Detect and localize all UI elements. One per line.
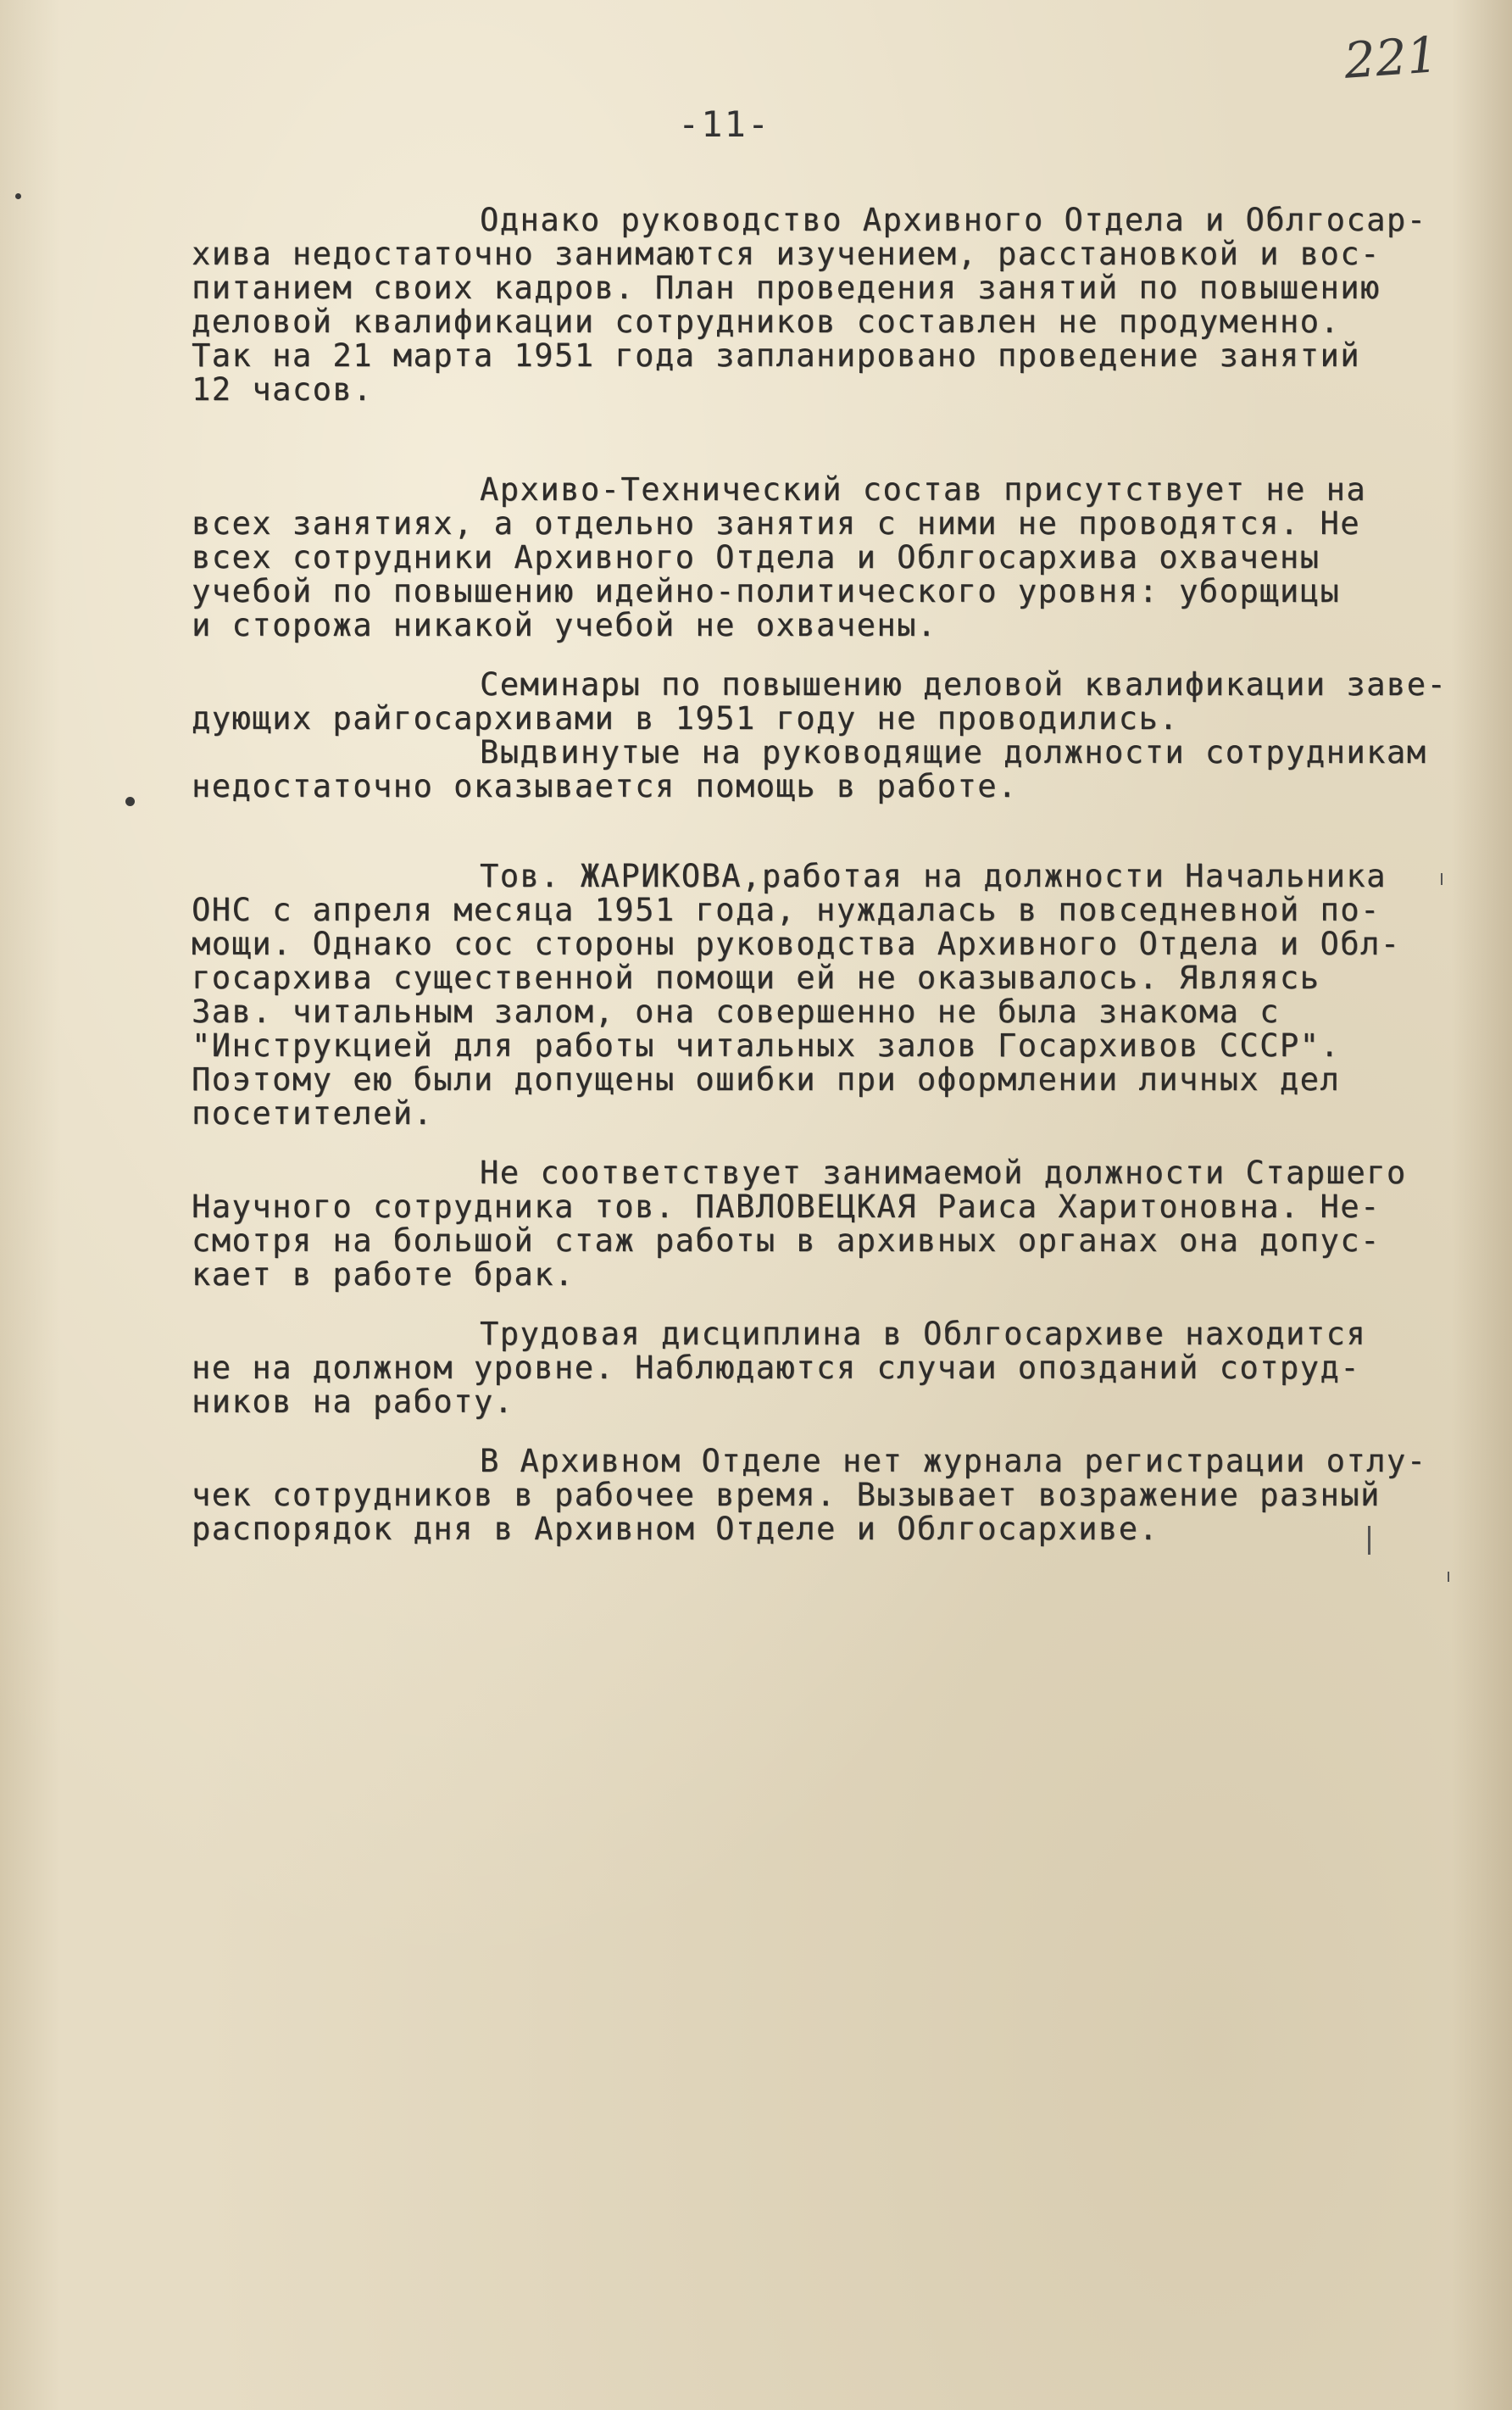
text-line: хива недостаточно занимаются изучением, расстановкой и вос- <box>192 236 1381 272</box>
text-line: Поэтому ею были допущены ошибки при оформлении личных дел <box>192 1061 1341 1098</box>
text-line: Выдвинутые на руководящие должности сотрудникам <box>480 734 1427 771</box>
paragraph <box>192 1317 1463 1419</box>
text-line: Трудовая дисциплина в Облгосархиве находится <box>480 1316 1367 1352</box>
text-line: Тов. ЖАРИКОВА,работая на должности Начальника <box>480 858 1387 894</box>
text-line: госархива существенной помощи ей не оказывалось. Являясь <box>192 960 1320 996</box>
folio-number: 221 <box>1342 25 1440 90</box>
text-line: Научного сотрудника тов. ПАВЛОВЕЦКАЯ Раиса Харитоновна. Не- <box>192 1188 1381 1225</box>
paragraph <box>192 1444 1463 1546</box>
text-line: Зав. читальным залом, она совершенно не была знакома с <box>192 993 1280 1030</box>
margin-ink-tick <box>1448 1572 1449 1582</box>
text-line: ОНС с апреля месяца 1951 года, нуждалась в повседневной по- <box>192 892 1381 928</box>
text-line: Не соответствует занимаемой должности Старшего <box>480 1155 1407 1191</box>
text-line: чек сотрудников в рабочее время. Вызывает возражение разный <box>192 1477 1381 1513</box>
page-number: -11- <box>678 103 771 145</box>
document-body <box>192 203 1463 1546</box>
text-line: 12 часов. <box>192 371 373 408</box>
text-line: всех занятиях, а отдельно занятия с ними не проводятся. Не <box>192 505 1361 542</box>
text-line: кает в работе брак. <box>192 1256 575 1293</box>
margin-ink-dot <box>15 193 21 199</box>
text-line: мощи. Однако сос стороны руководства Архивного Отдела и Обл- <box>192 926 1401 962</box>
paragraph <box>192 1156 1463 1292</box>
text-line: посетителей. <box>192 1095 434 1132</box>
text-line: не на должном уровне. Наблюдаются случаи опозданий сотруд- <box>192 1350 1361 1386</box>
text-line: и сторожа никакой учебой не охвачены. <box>192 607 937 643</box>
text-line: учебой по повышению идейно-политического уровня: уборщицы <box>192 573 1341 609</box>
margin-ink-dot <box>125 797 135 806</box>
text-line: недостаточно оказывается помощь в работе. <box>192 768 1018 804</box>
text-line: В Архивном Отделе нет журнала регистрации отлу- <box>480 1443 1427 1479</box>
text-line: деловой квалификации сотрудников составлен не продуменно. <box>192 303 1341 340</box>
paragraph <box>192 203 1463 407</box>
text-line: распорядок дня в Архивном Отделе и Облгосархиве. <box>192 1511 1159 1547</box>
text-line: дующих райгосархивами в 1951 году не проводились. <box>192 700 1180 737</box>
paragraph <box>192 860 1463 1131</box>
text-line: Однако руководство Архивного Отдела и Облгосар- <box>480 202 1427 238</box>
text-line: ников на работу. <box>192 1383 514 1420</box>
text-line: всех сотрудники Архивного Отдела и Облгосархива охвачены <box>192 539 1320 576</box>
paragraph <box>192 668 1463 736</box>
text-line: "Инструкцией для работы читальных залов Госархивов СССР". <box>192 1027 1341 1064</box>
text-line: Так на 21 марта 1951 года запланировано проведение занятий <box>192 337 1361 374</box>
text-line: смотря на большой стаж работы в архивных органах она допус- <box>192 1222 1381 1259</box>
text-line: Архиво-Технический состав присутствует не на <box>480 471 1367 508</box>
text-line: Семинары по повышению деловой квалификации заве- <box>480 666 1448 703</box>
paragraph <box>192 736 1463 804</box>
paragraph <box>192 473 1463 643</box>
text-line: питанием своих кадров. План проведения занятий по повышению <box>192 270 1381 306</box>
